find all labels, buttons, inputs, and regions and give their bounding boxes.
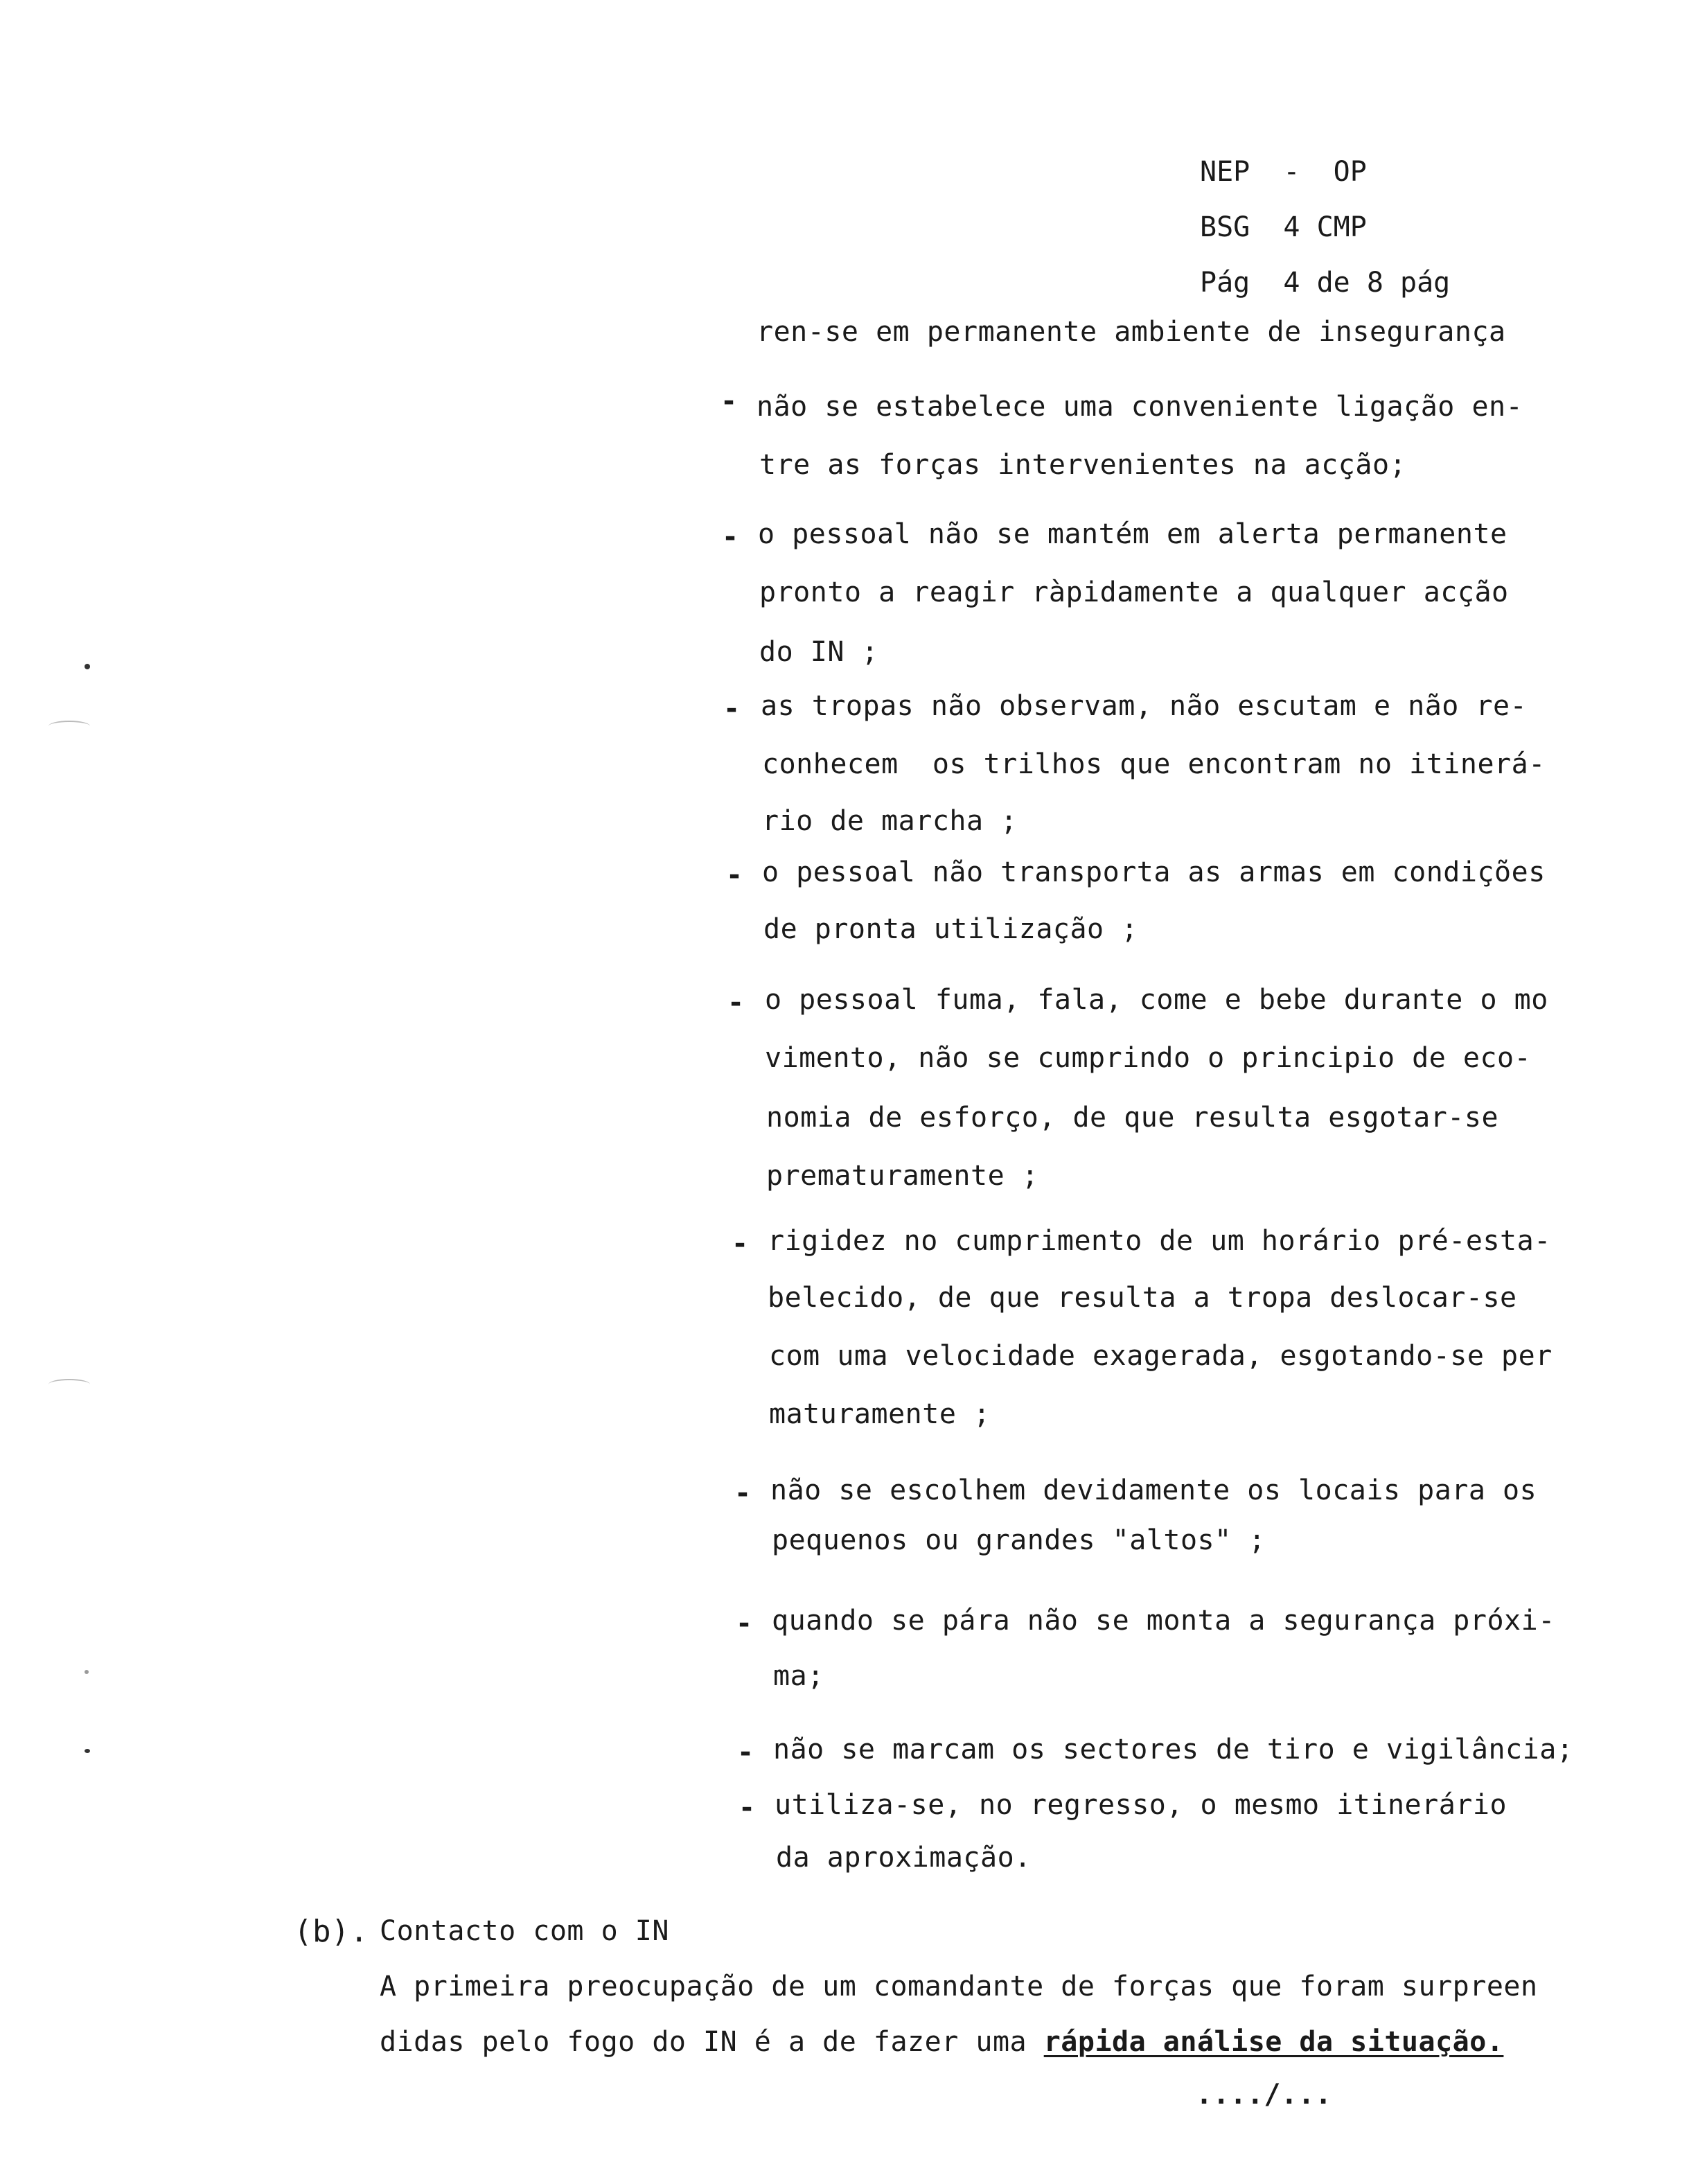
list-item-line: as tropas não observam, não escutam e não re- xyxy=(761,690,1528,722)
list-item-line: o pessoal fuma, fala, come e bebe durante o mo xyxy=(765,984,1548,1016)
list-item-line: rigidez no cumprimento de um horário pré-esta- xyxy=(768,1225,1551,1257)
scan-speck xyxy=(85,1670,89,1674)
bullet-dash: - xyxy=(738,1792,756,1824)
list-item-line: de pronta utilização ; xyxy=(763,913,1138,945)
list-item-line: pequenos ou grandes "altos" ; xyxy=(772,1524,1266,1556)
list-item-line: maturamente ; xyxy=(769,1398,991,1430)
list-item-line: pronto a reagir ràpidamente a qualquer acção xyxy=(759,576,1509,608)
list-item-line: ma; xyxy=(773,1660,824,1692)
bullet-dash: - xyxy=(723,693,741,725)
scan-speck xyxy=(85,1749,90,1753)
list-item-line: com uma velocidade exagerada, esgotando-se per xyxy=(769,1340,1553,1372)
list-item-line: rio de marcha ; xyxy=(762,805,1018,837)
list-item-line: não se estabelece uma conveniente ligação en- xyxy=(757,391,1523,423)
list-item-line: vimento, não se cumprindo o principio de eco- xyxy=(765,1042,1532,1074)
list-item-line: não se escolhem devidamente os locais para os xyxy=(770,1474,1537,1506)
underlined-phrase: rápida análise da situação. xyxy=(1043,2026,1504,2058)
bullet-dash: - xyxy=(727,987,745,1019)
paragraph-text: didas pelo fogo do IN é a de fazer uma xyxy=(380,2026,1044,2058)
header-reference: NEP - OP xyxy=(1200,156,1367,188)
list-item-line: tre as forças intervenientes na acção; xyxy=(759,449,1407,481)
list-item-line: belecido, de que resulta a tropa deslocar-se xyxy=(768,1282,1517,1314)
continuation-marker: ..../... xyxy=(1196,2079,1332,2111)
bullet-dash: - xyxy=(737,1736,754,1768)
header-unit: BSG 4 CMP xyxy=(1200,211,1367,243)
list-item-line: da aproximação. xyxy=(776,1842,1032,1874)
list-item-line: conhecem os trilhos que encontram no itinerá- xyxy=(762,748,1546,780)
list-item-line: prematuramente ; xyxy=(766,1160,1039,1192)
bullet-dash: - xyxy=(734,1477,752,1509)
list-item-line: o pessoal não transporta as armas em condições xyxy=(762,856,1546,888)
continuation-line: ren-se em permanente ambiente de insegurança xyxy=(757,316,1506,348)
page-header xyxy=(1200,144,1450,310)
list-item-line: quando se pára não se monta a segurança próxi- xyxy=(772,1605,1555,1637)
list-item-line: nomia de esforço, de que resulta esgotar-se xyxy=(766,1102,1499,1134)
paragraph-line: A primeira preocupação de um comandante de forças que foram surpreen xyxy=(380,1971,1538,2002)
section-label: (b). xyxy=(294,1914,369,1949)
bullet-dash: - xyxy=(726,859,743,891)
header-page-number: Pág 4 de 8 pág xyxy=(1200,267,1451,299)
scan-mark xyxy=(48,1379,90,1390)
list-item-line: utiliza-se, no regresso, o mesmo itinerário xyxy=(775,1789,1507,1821)
section-title: Contacto com o IN xyxy=(380,1915,669,1947)
bullet-dash: - xyxy=(720,385,738,417)
bullet-dash: - xyxy=(736,1608,753,1639)
list-item-line: não se marcam os sectores de tiro e vigilância; xyxy=(773,1734,1574,1765)
scan-mark xyxy=(48,721,90,732)
paragraph-line xyxy=(380,2026,1503,2058)
scan-speck xyxy=(85,664,90,669)
list-item-line: o pessoal não se mantém em alerta permanente xyxy=(758,518,1507,550)
list-item-line: do IN ; xyxy=(759,636,879,668)
bullet-dash: - xyxy=(722,521,739,553)
bullet-dash: - xyxy=(732,1228,749,1260)
